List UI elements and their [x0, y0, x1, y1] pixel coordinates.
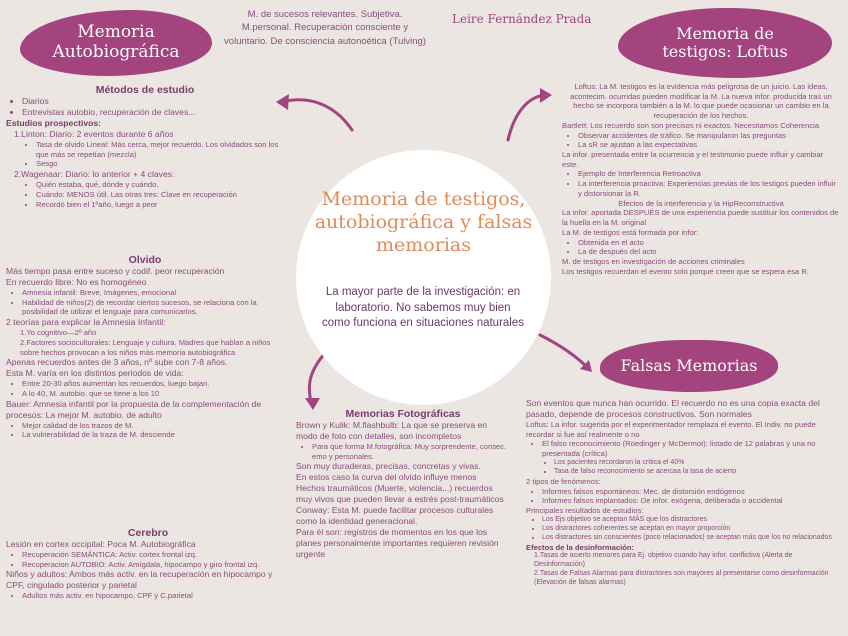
- testigos-line: M. de testigos en investigación de acciones criminales: [562, 256, 745, 266]
- olvido-line: Esta M. varía en los distintos periodos de vida:: [6, 368, 184, 379]
- blob-autobio-line2: Autobiográfica: [52, 42, 180, 62]
- fotograficas-heading: Memorias Fotográficas: [345, 408, 461, 420]
- list-item: • Mejor calidad de los trazos de M.: [22, 421, 284, 431]
- section-testigos: [562, 82, 840, 276]
- list-item: • Tasa de falso reconocimiento se acercaa la tasa de acierto: [554, 468, 842, 477]
- list-item: • Recordó bien el 1ºaño, luego a peor: [36, 200, 284, 210]
- list-item: • Sesgo: [36, 159, 284, 169]
- list-item: • La sR se ajustan a las expectativas: [578, 140, 840, 150]
- list-item: • La interferencia proactiva: Experiencias previas de los testigos pueden influir y distorsionar la R.: [578, 179, 840, 198]
- list-item: • Quién estaba, qué, dónde y cuándo.: [36, 180, 284, 190]
- testigos-line: La infor. aportada DESPUÉS de una experiencia puede sustituir los contenidos de la huella en la M. original: [562, 208, 839, 228]
- testigos-line: Bartlett: Los recuerdo son son precisos ni exactos. Necesitamos Coherencia: [562, 120, 820, 130]
- list-item: • El falso reconocimiento (Roedinger y McDermot): listado de 12 palabras y una no presentada (crítica): [542, 439, 842, 458]
- blob-autobio-line1: Memoria: [77, 22, 155, 43]
- testigos-line: Efectos de la interferencia y la HipReconstructiva: [618, 198, 784, 208]
- falsas-line: Loftus: La infor. sugerida por el experimentador remplaza el evento. El Indiv. no puede recordar si fue así realmente o no: [526, 420, 816, 439]
- testigos-line: Los testigos recuerdan el evento solo porque creen que se espera esa R.: [562, 266, 809, 276]
- list-item: • Adultos más activ. en hipocampo, CPF y C.parietal: [22, 591, 290, 601]
- falsas-line: Principales resultados de estudios:: [526, 505, 644, 515]
- fotograficas-line: Brown y Kulik: M.flashbulb: La que se preserva en modo de foto con detalles, son incompletos: [296, 420, 488, 441]
- olvido-heading: Olvido: [128, 254, 162, 266]
- testigos-line: La M. de testigos está formada por infor:: [562, 227, 699, 237]
- central-title: Memoria de testigos, autobiográfica y falsas memorias: [314, 188, 533, 256]
- list-item: • Los pacientes recordaron la crítica el 40%: [554, 459, 842, 468]
- list-item: • Entrevistas autobio, recuperación de claves...: [22, 107, 284, 118]
- cerebro-line: Lesión en cortex occipital: Poca M. Autobiográfica: [6, 539, 196, 549]
- blob-falsas-label: Falsas Memorias: [620, 355, 758, 375]
- wagenaar-line: 2.Wagenaar: Diario: lo anterior + 4 claves:: [14, 169, 175, 180]
- fotograficas-line: Conway: Esta M. puede facilitar procesos culturales como la identidad generacional.: [296, 505, 494, 527]
- cerebro-heading: Cerebro: [127, 527, 169, 539]
- list-item: • Recuperacion AUTOBIO: Activ. Amígdala, hipocampo y giro frontal izq.: [22, 560, 290, 570]
- olvido-line: Apenas recuerdos antes de 3 años, nº sube con 7-8 años.: [6, 357, 228, 368]
- list-item: • Observar accidentes de tráfico. Se manipularon las preguntas: [578, 131, 840, 141]
- author: Leire Fernández Prada: [452, 12, 592, 26]
- list-item: • Los Ejs objetivo se aceptan MÁS que los distractores: [542, 516, 842, 525]
- teorias-line: 2 teorías para explicar la Amnesia Infantil:: [6, 317, 166, 328]
- fotograficas-line: Son muy duraderas, precisas, concretas y vivas.: [296, 461, 481, 472]
- list-item: • Diarios: [22, 96, 284, 107]
- falsas-line: Son eventos que nunca han ocurrido. El recuerdo no es una copia exacta del pasado, depende de procesos constructivos. Son normales: [526, 398, 820, 419]
- list-item: • La de después del acto: [578, 247, 840, 257]
- list-item: • A lo 40, M. autobio. que se tiene a los 10: [22, 389, 284, 399]
- section-olvido: [6, 254, 284, 440]
- testigos-line: Loftus: La M. testigos es la evidencia más peligrosa de un juicio. Las ideas, acontecim. ocurridas pueden modificar la M. La nueva infor. producida tras un hecho se incorpora también a la M. lo que puede ocasionar un cambio en la recuperación de los hechos.: [570, 82, 832, 121]
- list-item: 2.Factores socioculturales: Lenguaje y cultura. Madres que hablan a niños sobre hechos provocan a los niños más memoria autobiográfica: [20, 337, 271, 357]
- top-note: M. de sucesos relevantes. Subjetiva. M.personal. Recuperación consciente y voluntario. De consciencia autonoética (Tulving): [224, 9, 426, 47]
- list-item: • La vulnerabilidad de la traza de M. desciende: [22, 430, 284, 440]
- list-item: • Ejemplo de Interferencia Retroactiva: [578, 169, 840, 179]
- blob-falsas-memorias: [600, 340, 778, 392]
- blob-memoria-testigos: [618, 8, 832, 78]
- section-cerebro: [6, 527, 290, 601]
- list-item: 1.Yo cognitivo—2º año: [20, 328, 97, 338]
- list-item: • Informes falsos espontáneos: Mec. de distorsión endógenos: [542, 487, 842, 497]
- list-item: 2.Tasas de Falsas Alarmas para distractores son mayores al presentarse como desinformación (Elevación de falsas alarmas): [534, 570, 829, 587]
- section-falsas: [526, 398, 842, 588]
- bauer-line: Bauer: Amnesia infantil por la propuesta de la complementación de procesos: La mejor M. autobio. de adulto: [6, 398, 262, 420]
- cerebro-line: Niños y adultos: Ambos más activ. en la recuperación en hipocampo y CPF, cingulado posterior y parietal: [6, 569, 273, 591]
- metodos-heading: Métodos de estudio: [95, 84, 195, 96]
- fotograficas-line: En estos caso la curva del olvido influye menos: [296, 472, 477, 483]
- list-item: 1.Tasas de acierto menores para Ej. objetivo cuando hay infor. conflictiva (Alerta de Desinformación): [534, 552, 793, 569]
- central-text: La mayor parte de la investigación: en laboratorio. No sabemos muy bien como funciona en situaciones naturales: [321, 286, 524, 330]
- fotograficas-line: Hechos traumáticos (Muerte, violencia...) recuerdos muy vivos que pueden llevar a estrés post-traumáticos: [296, 483, 504, 505]
- list-item: • Los distractores sin conscientes (poco relacionados) se aceptan más que los no relacionados: [542, 534, 842, 543]
- list-item: • Cuándo: MENOS útil. Las otras tres: Clave en recuperación: [36, 190, 284, 200]
- list-item: • Amnesia infantil: Breve, Imágenes, emocional: [22, 288, 284, 298]
- section-fotograficas: [296, 408, 510, 560]
- section-metodos: [6, 84, 284, 209]
- blob-testigos-line1: Memoria de: [676, 23, 774, 43]
- falsas-line: Efectos de la desinformación:: [526, 542, 635, 552]
- list-item: • Para que forma M.fotográfica: Muy sorprendente, consec. emo y personales.: [312, 442, 510, 461]
- olvido-line: Más tiempo pasa entre suceso y codif. peor recuperación: [6, 266, 225, 276]
- linton-line: 1.Linton: Diario: 2 eventos durante 6 años: [14, 129, 174, 139]
- list-item: • Obtenida en el acto: [578, 238, 840, 248]
- arrowhead-testigos: [540, 88, 552, 103]
- list-item: • Tasa de olvido Lineal: Más cerca, mejor recuerdo. Los olvidados son los que más se repetían (mezcla): [36, 140, 284, 159]
- arrow-to-fotograficas: [309, 352, 326, 405]
- falsas-line: 2 tipos de fenómenos:: [526, 476, 601, 486]
- list-item: • Los distractores coherentes se aceptan en mayor proporción: [542, 525, 842, 534]
- arrow-to-autobiografica: [282, 100, 352, 130]
- prospectivos-heading: Estudios prospectivos:: [6, 118, 102, 128]
- olvido-line: En recuerdo libre: No es homogéneo: [6, 277, 147, 287]
- list-item: • Habilidad de niños(2) de recordar ciertos sucesos, se relaciona con la posibilidad de utilizar el lenguaje para comunicarlos.: [22, 298, 284, 317]
- testigos-line: La infor. presentada entre la ocurrencia y el testimonio puede influir y cambiar este.: [562, 150, 824, 169]
- fotograficas-line: Para él son: registros de momentos en los que los planes personalmente importantes requieren revisión urgente: [296, 527, 499, 560]
- blob-testigos-line2: testigos: Loftus: [662, 42, 788, 61]
- list-item: • Entre 20-30 años aumentan los recuerdos, luego bajan.: [22, 379, 284, 389]
- list-item: • Recuperación SEMÁNTICA: Activ. cortex frontal izq.: [22, 550, 290, 560]
- arrow-to-testigos: [508, 95, 548, 140]
- list-item: • Informes falsos implantados: De infor. exógena, deliberada o accidental: [542, 496, 842, 506]
- arrow-to-falsas: [540, 335, 588, 368]
